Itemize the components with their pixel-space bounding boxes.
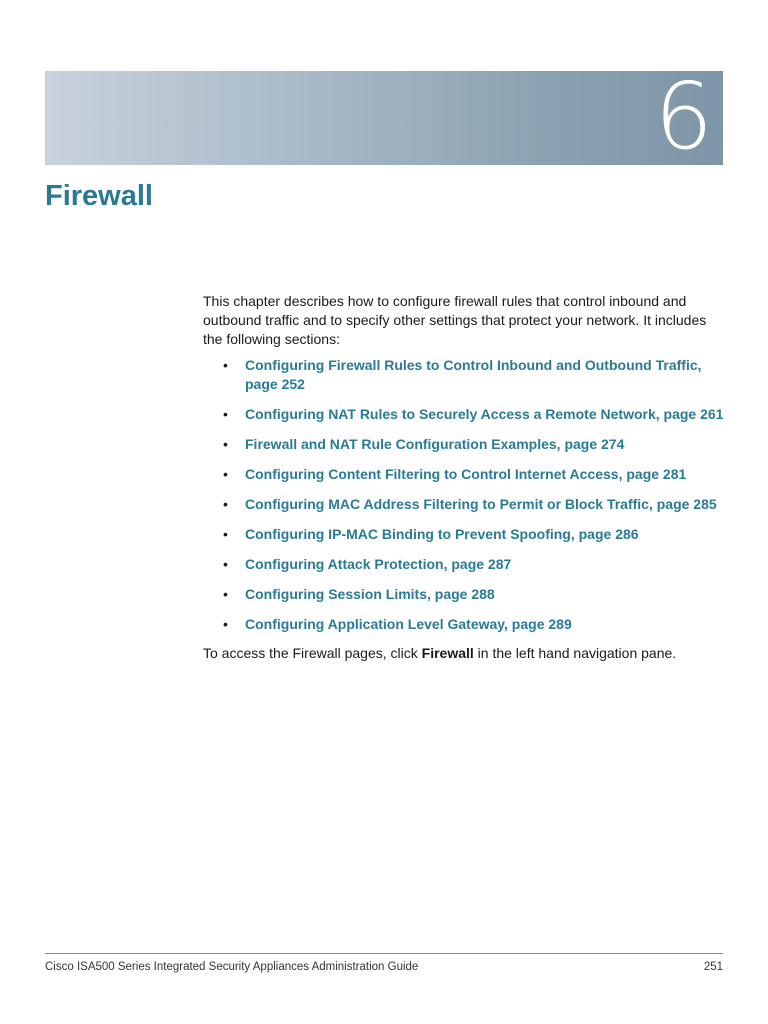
section-link-session-limits[interactable]: Configuring Session Limits, page 288 (245, 586, 495, 602)
access-text-before: To access the Firewall pages, click (203, 645, 422, 661)
access-text-bold: Firewall (421, 645, 474, 661)
bullet-marker: • (223, 406, 228, 422)
page-number: 251 (703, 961, 723, 973)
section-list (203, 356, 725, 634)
list-item (203, 525, 725, 544)
chapter-title: Firewall (45, 180, 153, 212)
list-item (203, 435, 725, 454)
bullet-marker: • (223, 466, 228, 482)
list-item (203, 405, 725, 424)
section-link-nat-rules[interactable]: Configuring NAT Rules to Securely Access a Remote Network, page 261 (245, 406, 724, 422)
section-link-attack-protection[interactable]: Configuring Attack Protection, page 287 (245, 556, 512, 572)
access-paragraph (203, 644, 725, 663)
list-item (203, 555, 725, 574)
list-item (203, 356, 725, 394)
section-link-firewall-rules[interactable]: Configuring Firewall Rules to Control Inbound and Outbound Traffic, page 252 (245, 357, 702, 392)
section-link-alg[interactable]: Configuring Application Level Gateway, page 289 (245, 616, 572, 632)
bullet-marker: • (223, 526, 228, 542)
chapter-content (203, 292, 725, 663)
section-link-content-filtering[interactable]: Configuring Content Filtering to Control Internet Access, page 281 (245, 466, 687, 482)
bullet-marker: • (223, 496, 228, 512)
list-item (203, 615, 725, 634)
footer-divider (45, 953, 723, 954)
bullet-marker: • (223, 616, 228, 632)
section-link-mac-filtering[interactable]: Configuring MAC Address Filtering to Permit or Block Traffic, page 285 (245, 496, 717, 512)
bullet-marker: • (223, 586, 228, 602)
section-link-ip-mac-binding[interactable]: Configuring IP-MAC Binding to Prevent Spoofing, page 286 (245, 526, 639, 542)
list-item (203, 585, 725, 604)
bullet-marker: • (223, 436, 228, 452)
section-link-rule-examples[interactable]: Firewall and NAT Rule Configuration Examples, page 274 (245, 436, 625, 452)
bullet-marker: • (223, 357, 228, 373)
list-item (203, 465, 725, 484)
list-item (203, 495, 725, 514)
access-text-after: in the left hand navigation pane. (473, 645, 677, 661)
intro-paragraph: This chapter describes how to configure firewall rules that control inbound and outbound traffic and to specify other settings that protect your network. It includes the following sections: (203, 293, 707, 347)
bullet-marker: • (223, 556, 228, 572)
footer-title: Cisco ISA500 Series Integrated Security Appliances Administration Guide (45, 961, 419, 973)
chapter-number: 6 (654, 63, 711, 170)
chapter-banner (45, 63, 723, 170)
